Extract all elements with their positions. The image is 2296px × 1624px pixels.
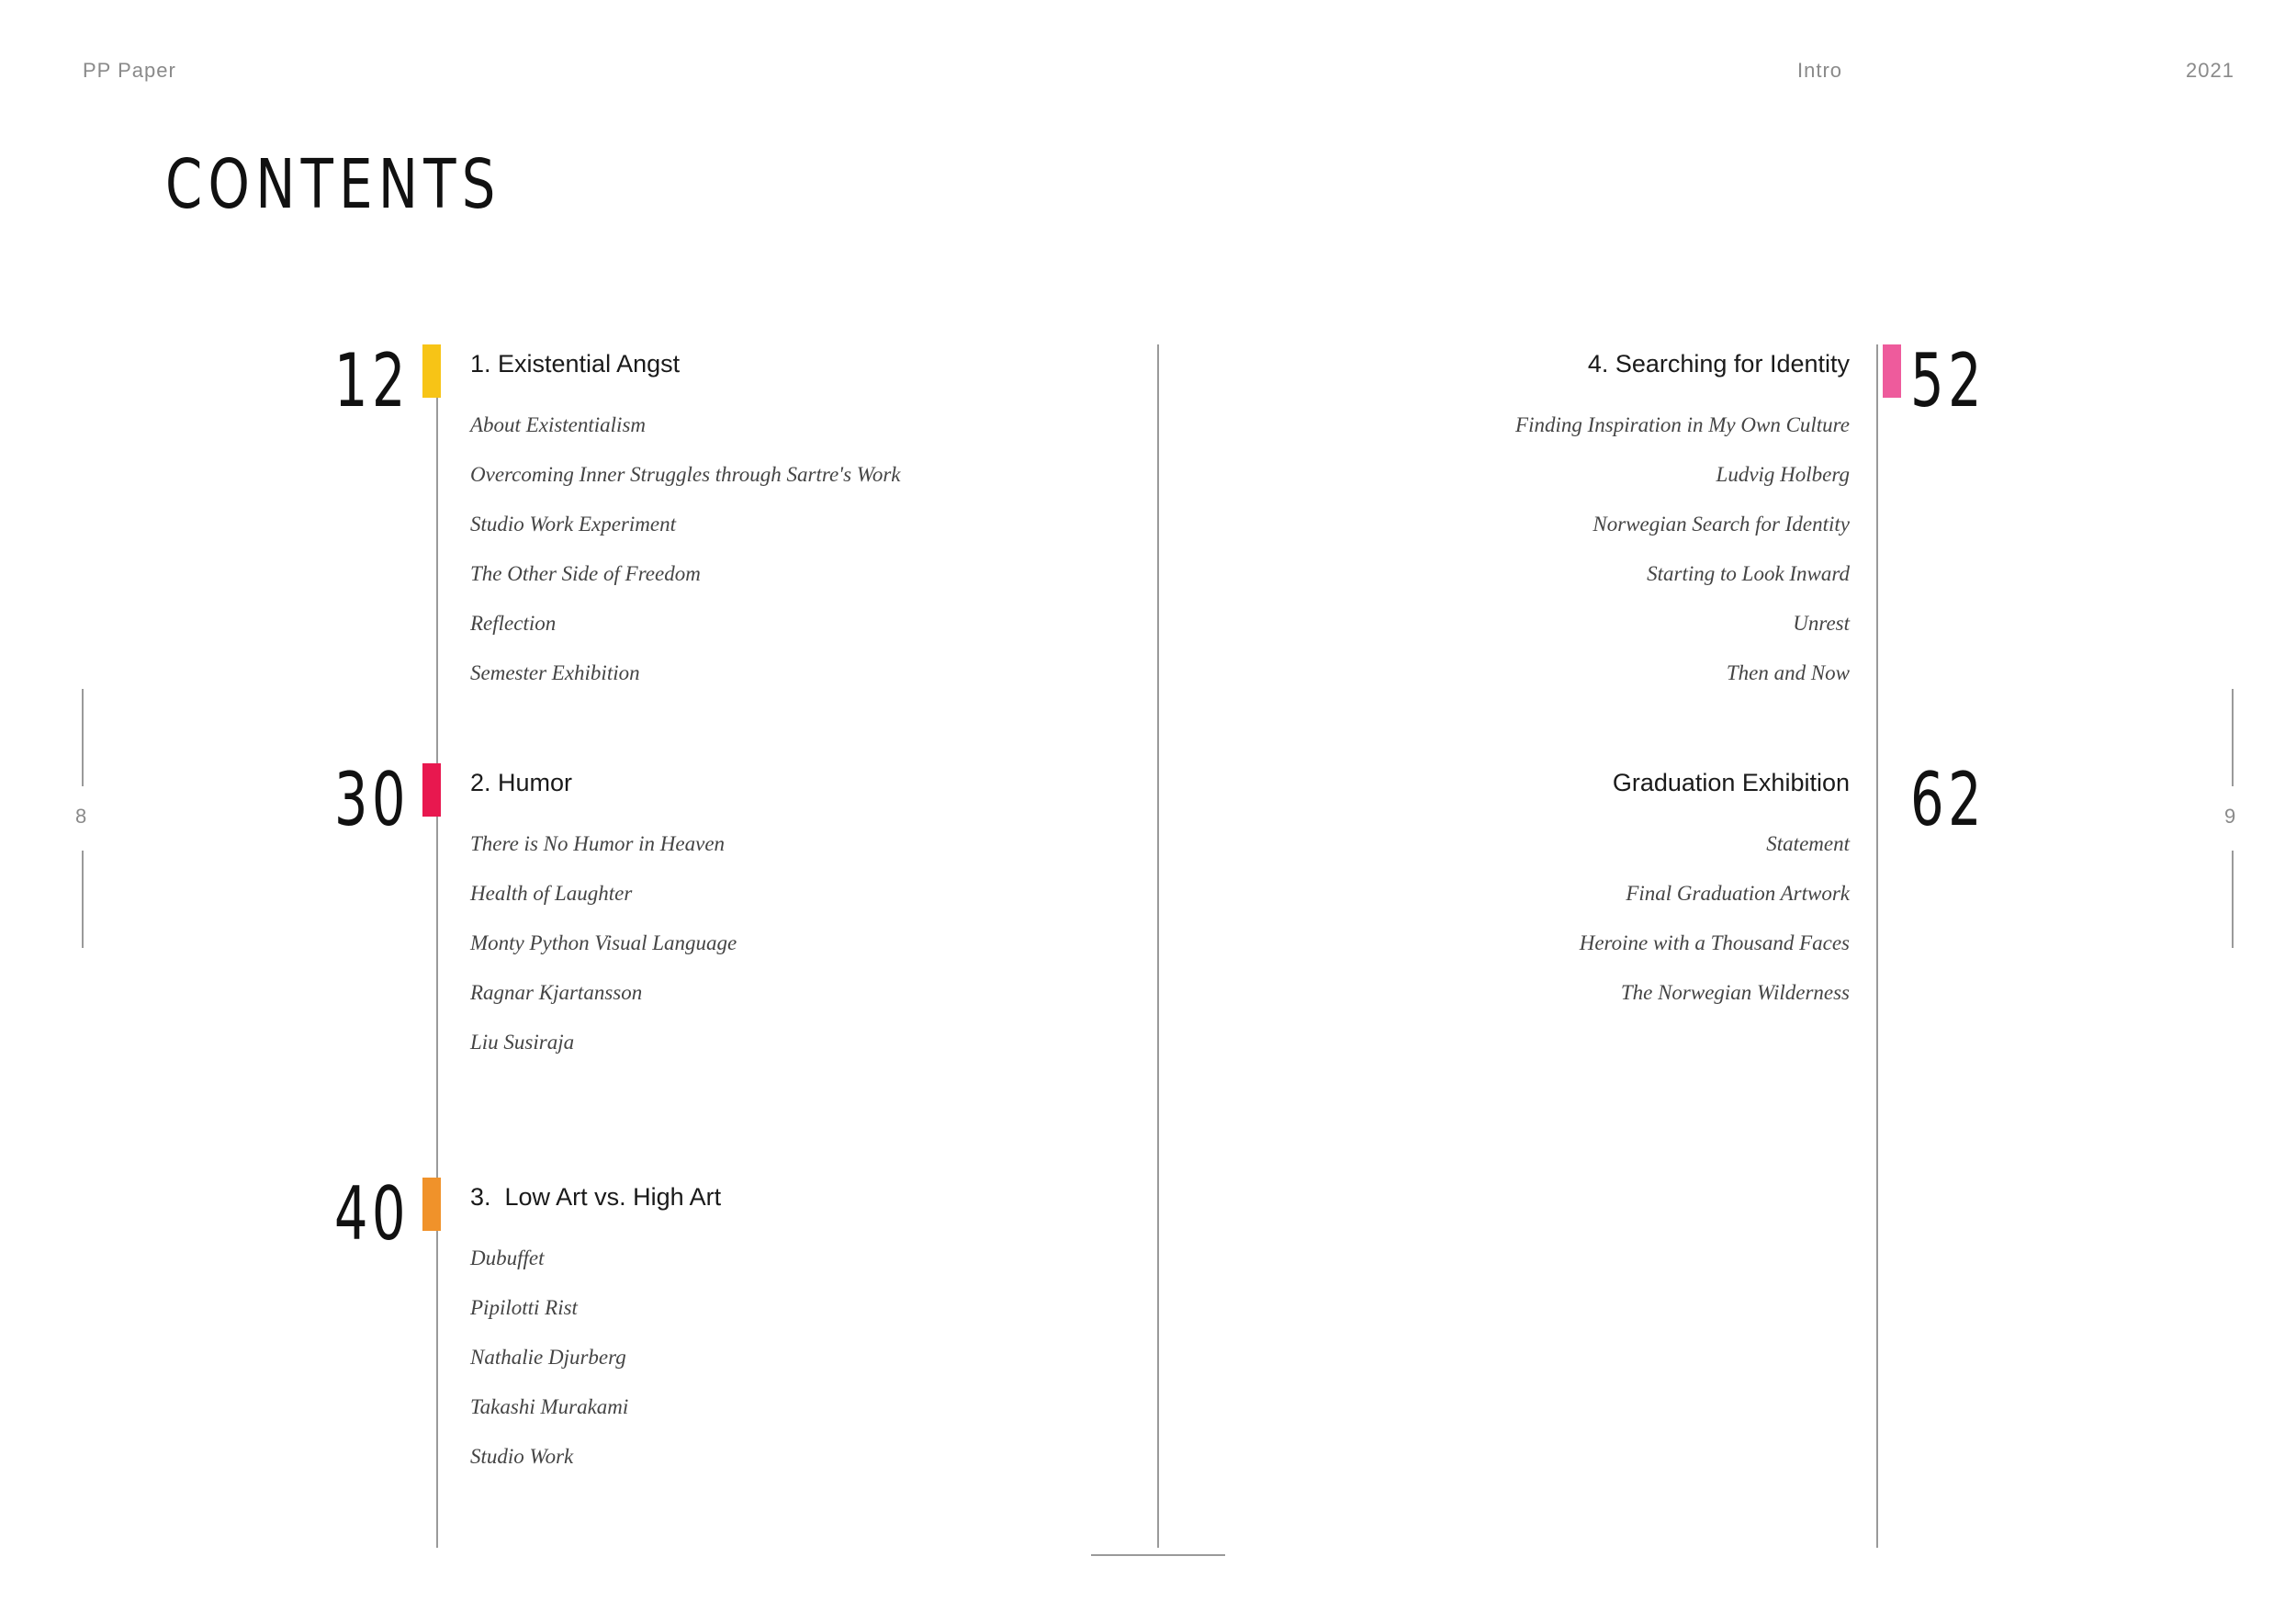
- toc-entry[interactable]: Starting to Look Inward: [1647, 562, 1850, 585]
- toc-entry[interactable]: Studio Work: [470, 1445, 574, 1468]
- left-rule: [436, 344, 438, 1548]
- toc-entry[interactable]: Norwegian Search for Identity: [1593, 513, 1850, 536]
- section-3: [334, 1171, 722, 1482]
- toc-entry[interactable]: Overcoming Inner Struggles through Sartre's Work: [470, 463, 901, 486]
- right-rule: [1876, 344, 1878, 1548]
- page-marker-right-top: [2232, 689, 2234, 786]
- section-color-bar: [422, 344, 441, 398]
- section-items: [1580, 819, 1850, 1018]
- toc-entry[interactable]: Health of Laughter: [470, 882, 633, 905]
- section-color-bar: [1883, 344, 1901, 398]
- page-marker-right-bottom: [2232, 851, 2234, 948]
- section-heading[interactable]: 4. Searching for Identity: [1587, 350, 1850, 378]
- toc-entry[interactable]: Takashi Murakami: [470, 1395, 629, 1418]
- section-color-bar: [422, 1178, 441, 1231]
- section-heading[interactable]: Graduation Exhibition: [1612, 769, 1850, 796]
- toc-entry[interactable]: There is No Humor in Heaven: [470, 832, 726, 855]
- section-heading[interactable]: 2. Humor: [470, 769, 573, 796]
- header-center: Intro: [1797, 59, 1843, 82]
- page-marker-left-bottom: [82, 851, 84, 948]
- page-number-left: 8: [75, 805, 87, 828]
- toc-entry[interactable]: The Norwegian Wilderness: [1620, 981, 1850, 1004]
- toc-entry[interactable]: Dubuffet: [470, 1246, 545, 1269]
- toc-entry[interactable]: Final Graduation Artwork: [1626, 882, 1850, 905]
- page-title: CONTENTS: [165, 145, 501, 224]
- section-items: [470, 400, 901, 698]
- toc-entry[interactable]: Nathalie Djurberg: [470, 1346, 626, 1369]
- section-color-bar: [422, 763, 441, 817]
- section-page-number: 62: [1910, 757, 1986, 842]
- section-page-number: 12: [334, 338, 410, 423]
- header-left: PP Paper: [83, 59, 176, 82]
- section-page-number: 52: [1910, 338, 1986, 423]
- center-rule: [1157, 344, 1159, 1548]
- toc-entry[interactable]: Ludvig Holberg: [1716, 463, 1850, 486]
- section-heading[interactable]: 3. Low Art vs. High Art: [470, 1183, 722, 1211]
- toc-entry[interactable]: Then and Now: [1726, 661, 1850, 684]
- toc-entry[interactable]: Heroine with a Thousand Faces: [1579, 931, 1850, 954]
- section-heading[interactable]: 1. Existential Angst: [470, 350, 681, 378]
- toc-entry[interactable]: Finding Inspiration in My Own Culture: [1515, 413, 1850, 436]
- section-1: [334, 338, 901, 698]
- header-right: 2021: [2186, 59, 2234, 82]
- toc-entry[interactable]: Monty Python Visual Language: [470, 931, 737, 954]
- toc-entry[interactable]: Unrest: [1793, 612, 1850, 635]
- section-page-number: 30: [334, 757, 410, 842]
- toc-entry[interactable]: Reflection: [470, 612, 557, 635]
- page-marker-left-top: [82, 689, 84, 786]
- toc-entry[interactable]: About Existentialism: [470, 413, 647, 436]
- toc-entry[interactable]: Liu Susiraja: [470, 1031, 575, 1054]
- toc-entry[interactable]: Studio Work Experiment: [470, 513, 677, 536]
- toc-entry[interactable]: Pipilotti Rist: [470, 1296, 578, 1319]
- page-number-right: 9: [2224, 805, 2236, 828]
- section-page-number: 40: [334, 1171, 410, 1257]
- toc-entry[interactable]: The Other Side of Freedom: [470, 562, 701, 585]
- section-items: [1515, 400, 1850, 698]
- bottom-rule: [1091, 1554, 1225, 1556]
- toc-entry[interactable]: Statement: [1766, 832, 1850, 855]
- section-items: [470, 1234, 721, 1482]
- toc-entry[interactable]: Ragnar Kjartansson: [470, 981, 643, 1004]
- section-items: [470, 819, 737, 1067]
- section-2: [334, 757, 737, 1067]
- section-graduation: [1579, 757, 1986, 1018]
- section-4: [1515, 338, 1986, 698]
- toc-entry[interactable]: Semester Exhibition: [470, 661, 640, 684]
